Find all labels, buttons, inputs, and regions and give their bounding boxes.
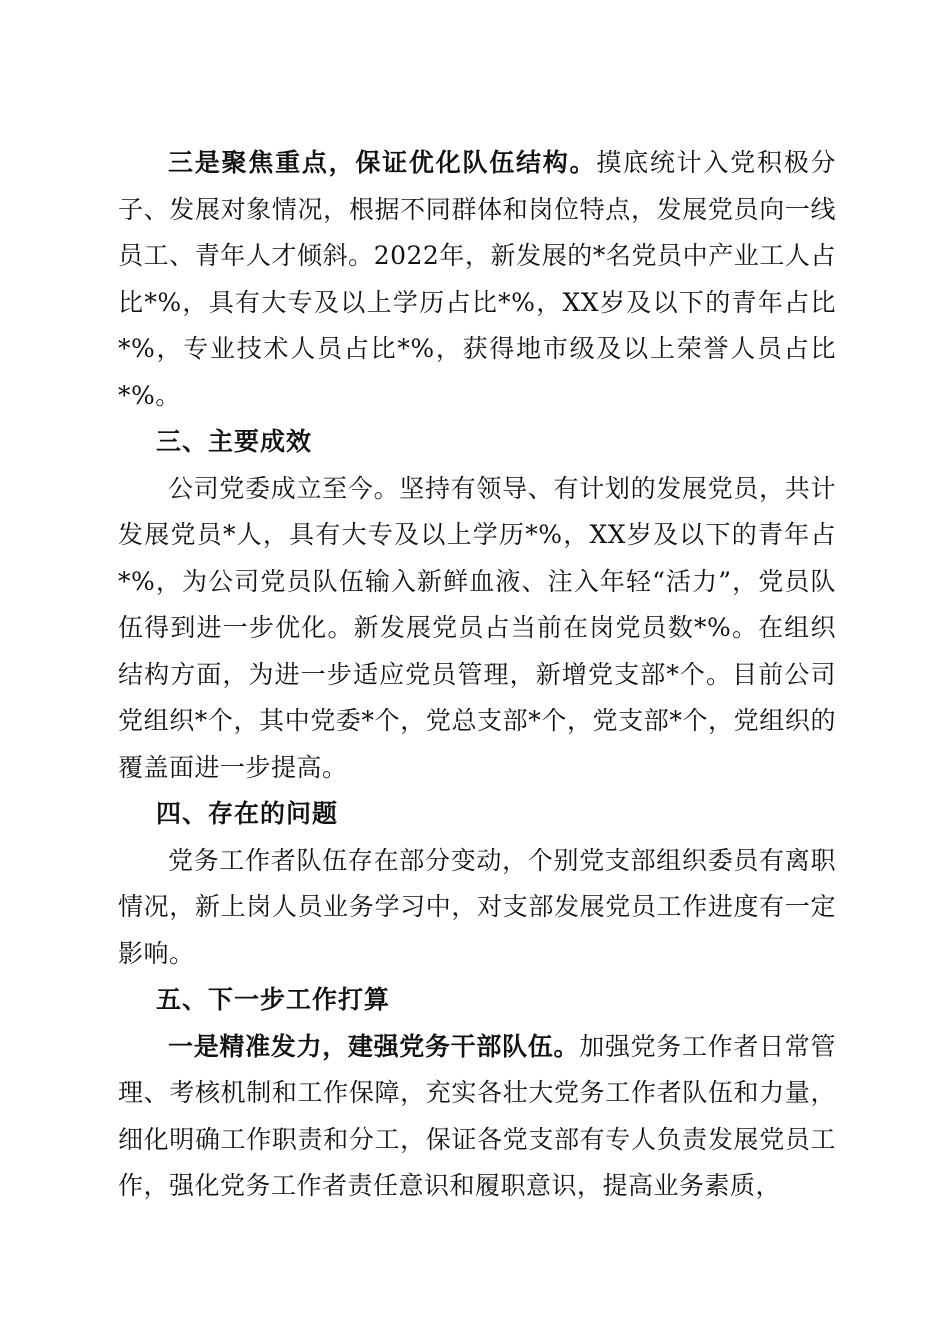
paragraph-body: 加强党务工作者日常管理、考核机制和工作保障，充实各壮大党务工作者队伍和力量，细化明确工作职责和分工，保证各党支部有专人负责发展党员工作，强化党务工作者责任意识和履职意识，提高业务素质， [118, 1031, 836, 1200]
paragraph-next-steps [118, 1024, 836, 1210]
document-page [118, 140, 836, 1210]
paragraph-lead: 三是聚焦重点，保证优化队伍结构。 [168, 148, 597, 177]
paragraph-body: 摸底统计入党积极分子、发展对象情况，根据不同群体和岗位特点，发展党员向一线员工、青年人才倾斜。2022年，新发展的*名党员中产业工人占比*%，具有大专及以上学历占比*%，XX岁及以下的青年占比*%，专业技术人员占比*%，获得地市级及以上荣誉人员占比*%。 [118, 148, 836, 410]
paragraph-main-results: 公司党委成立至今。坚持有领导、有计划的发展党员，共计发展党员*人，具有大专及以上学历*%，XX岁及以下的青年占*%，为公司党员队伍输入新鲜血液、注入年轻“活力”，党员队伍得到进一步优化。新发展党员占当前在岗党员数*%。在组织结构方面，为进一步适应党员管理，新增党支部*个。目前公司党组织*个，其中党委*个，党总支部*个，党支部*个，党组织的覆盖面进一步提高。 [118, 473, 836, 782]
paragraph-lead: 一是精准发力，建强党务干部队伍。 [168, 1031, 580, 1061]
heading-existing-problems: 四、存在的问题 [156, 799, 339, 828]
paragraph-existing-problems: 党务工作者队伍存在部分变动，个别党支部组织委员有离职情况，新上岗人员业务学习中，对支部发展党员工作进度有一定影响。 [118, 845, 836, 968]
paragraph-focus-structure [118, 140, 836, 419]
heading-main-results: 三、主要成效 [156, 427, 313, 456]
heading-next-steps: 五、下一步工作打算 [156, 985, 391, 1014]
